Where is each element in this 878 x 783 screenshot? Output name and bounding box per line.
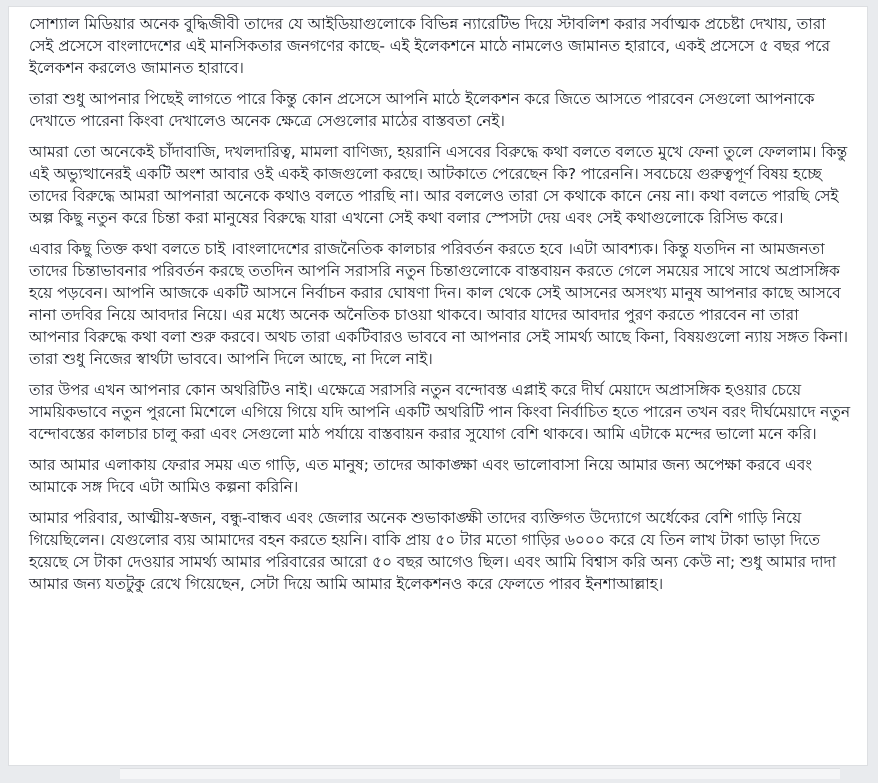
- post-paragraph-3: আমরা তো অনেকেই চাঁদাবাজি, দখলদারিত্ব, মামলা বাণিজ্য, হয়রানি এসবের বিরুদ্ধে কথা বলতে বলতে মুখে ফেনা তুলে ফেললাম। কিন্তু এই অভ্যুত্থানেরই একটি অংশ আবার ওই একই কাজগুলো করছে। আটকাতে পেরেছেন কি? পারেননি। সবচেয়ে গুরুত্বপূর্ণ বিষয় হচ্ছে তাদের বিরুদ্ধে আমরা আপনারা অনেকে কথাও বলতে পারছি না। আর বললেও তারা সে কথাকে কানে নেয় না। কথা বলতে পারছি সেই অল্প কিছু নতুন করে চিন্তা করা মানুষের বিরুদ্ধে যারা এখনো সেই কথা বলার স্পেসটা দেয় এবং সেই কথাগুলোকে রিসিভ করে।: [29, 143, 848, 227]
- post-card: [8, 6, 868, 766]
- post-paragraph-7: আমার পরিবার, আত্মীয়-স্বজন, বন্ধু-বান্ধব এবং জেলার অনেক শুভাকাঙ্ক্ষী তাদের ব্যক্তিগত উদ্যোগে অর্ধেকের বেশি গাড়ি নিয়ে গিয়েছিলেন। যেগুলোর ব্যয় আমাদের বহন করতে হয়নি। বাকি প্রায় ৫০ টার মতো গাড়ির ৬০০০ করে যে তিন লাখ টাকা ভাড়া দিতে হয়েছে সে টাকা দেওয়ার সামর্থ্য আমার পরিবারের আরো ৫০ বছর আগেও ছিল। এবং আমি বিশ্বাস করি অন্য কেউ না; শুধু আমার দাদা আমার জন্য যতটুকু রেখে গিয়েছেন, সেটা দিয়ে আমি আমার ইলেকশনও করে ফেলতে পারব ইনশাআল্লাহ।: [29, 509, 836, 593]
- post-footer-divider: [120, 768, 840, 779]
- post-paragraph-6: আর আমার এলাকায় ফেরার সময় এত গাড়ি, এত মানুষ; তাদের আকাঙ্ক্ষা এবং ভালোবাসা নিয়ে আমার জন্য অপেক্ষা করবে এবং আমাকে সঙ্গ দিবে এটা আমিও কল্পনা করিনি।: [29, 456, 812, 496]
- post-paragraph-4: এবার কিছু তিক্ত কথা বলতে চাই ।বাংলাদেশের রাজনৈতিক কালচার পরিবর্তন করতে হবে ।এটা আবশ্যক। কিন্তু যতদিন না আমজনতা তাদের চিন্তাভাবনার পরিবর্তন করছে ততদিন আপনি সরাসরি নতুন চিন্তাগুলোকে বাস্তবায়ন করতে গেলে সময়ের সাথে সাথে অপ্রাসঙ্গিক হয়ে পড়বেন। আপনি আজকে একটি আসনে নির্বাচন করার ঘোষণা দিন। কাল থেকে সেই আসনের অসংখ্য মানুষ আপনার কাছে আসবে নানা তদবির নিয়ে আবদার নিয়ে। এর মধ্যে অনেক অনৈতিক চাওয়া থাকবে। আবার যাদের আবদার পুরণ করতে পারবেন না তারা আপনার বিরুদ্ধে কথা বলা শুরু করবে। অথচ তারা একটিবারও ভাববে না আপনার সেই সামর্থ্য আছে কিনা, বিষয়গুলো ন্যায় সঙ্গত কিনা। তারা শুধু নিজের স্বার্থটা ভাববে। আপনি দিলে আছে, না দিলে নাই।: [29, 240, 848, 368]
- post-paragraph-2: তারা শুধু আপনার পিছেই লাগতে পারে কিন্তু কোন প্রসেসে আপনি মাঠে ইলেকশন করে জিতে আসতে পারবেন সেগুলো আপনাকে দেখাতে পারেনা কিংবা দেখালেও অনেক ক্ষেত্রে সেগুলোর মাঠের বাস্তবতা নেই।: [29, 90, 815, 130]
- post-paragraph-5: তার উপর এখন আপনার কোন অথরিটিও নাই। এক্ষেত্রে সরাসরি নতুন বন্দোবস্ত এপ্লাই করে দীর্ঘ মেয়াদে অপ্রাসঙ্গিক হওয়ার চেয়ে সাময়িকভাবে নতুন পুরনো মিশেলে এগিয়ে গিয়ে যদি আপনি একটি অথরিটি পান কিংবা নির্বাচিত হতে পারেন তখন বরং দীর্ঘমেয়াদে নতুন বন্দোবস্তের কালচার চালু করা এবং সেগুলো মাঠ পর্যায়ে বাস্তবায়ন করার সুযোগ বেশি থাকবে। আমি এটাকে মন্দের ভালো মনে করি।: [29, 381, 851, 443]
- post-text: [29, 13, 853, 595]
- post-paragraph-1: সোশ্যাল মিডিয়ার অনেক বুদ্ধিজীবী তাদের যে আইডিয়াগুলোকে বিভিন্ন ন্যারেটিভ দিয়ে স্টাবলিশ করার সর্বাত্মক প্রচেষ্টা দেখায়, তারা সেই প্রসেসে বাংলাদেশের এই মানসিকতার জনগণের কাছে- এই ইলেকশনে মাঠে নামলেও জামানত হারাবে, একই প্রসেসে ৫ বছর পরে ইলেকশন করলেও জামানত হারাবে।: [29, 15, 830, 77]
